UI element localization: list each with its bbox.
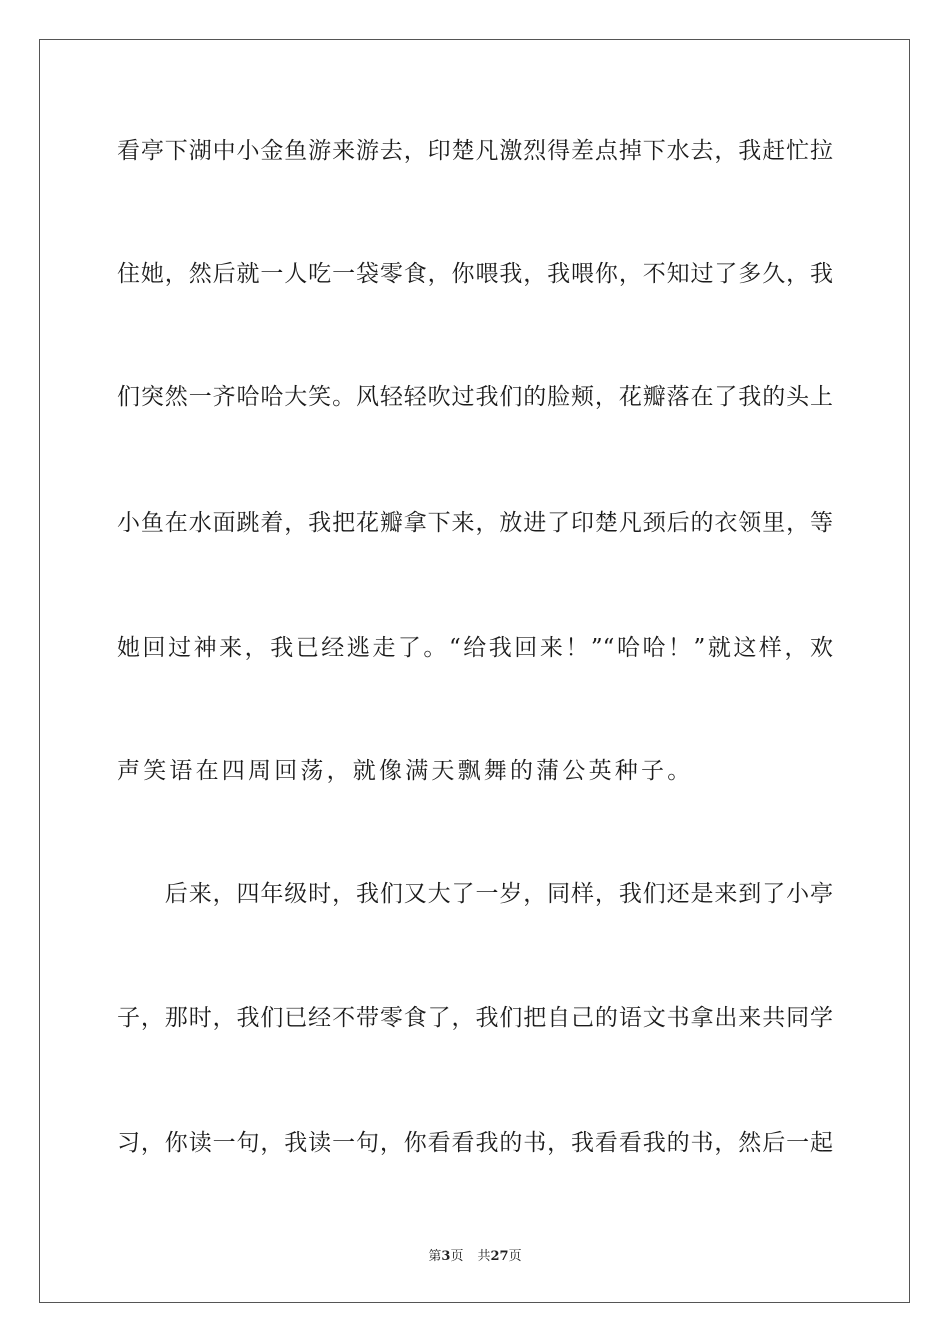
body-text-line-3: 们突然一齐哈哈大笑。风轻轻吹过我们的脸颊，花瓣落在了我的头上: [117, 384, 833, 410]
body-text-line-9: 习，你读一句，我读一句，你看看我的书，我看看我的书，然后一起: [117, 1130, 833, 1156]
page-number: 3: [441, 1249, 451, 1264]
page-label-prefix: 第: [428, 1249, 442, 1264]
body-text-line-1: 看亭下湖中小金鱼游来游去，印楚凡激烈得差点掉下水去，我赶忙拉: [117, 138, 833, 164]
body-text-line-7: 后来，四年级时，我们又大了一岁，同样，我们还是来到了小亭: [117, 881, 833, 907]
page-label-suffix: 页: [450, 1249, 464, 1264]
body-text-line-6: 声笑语在四周回荡，就像满天飘舞的蒲公英种子。: [117, 758, 694, 784]
total-pages: 27: [490, 1249, 509, 1264]
total-label-prefix: 共: [477, 1249, 491, 1264]
body-text-line-8: 子，那时，我们已经不带零食了，我们把自己的语文书拿出来共同学: [117, 1005, 833, 1031]
body-text-line-4: 小鱼在水面跳着，我把花瓣拿下来，放进了印楚凡颈后的衣领里，等: [117, 510, 833, 536]
total-label-suffix: 页: [508, 1249, 522, 1264]
page-border: [39, 39, 910, 1303]
page-footer: [0, 1248, 950, 1266]
body-text-line-2: 住她，然后就一人吃一袋零食，你喂我，我喂你，不知过了多久，我: [117, 261, 833, 287]
body-text-line-5: 她回过神来，我已经逃走了。“给我回来！”“哈哈！”就这样，欢: [117, 635, 833, 661]
